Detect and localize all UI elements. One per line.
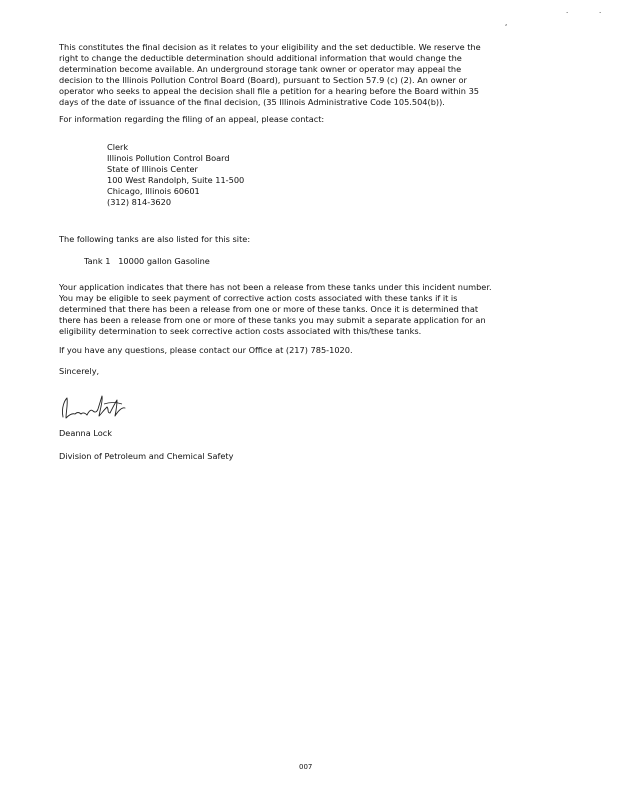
paragraph-line: days of the date of issuance of the final decision, (35 Illinois Administrative Code 105.504(b)). (59, 97, 445, 107)
decision-paragraph (59, 42, 551, 108)
paragraph-line: determination become available. An underground storage tank owner or operator may appeal the (59, 64, 462, 74)
paragraph-line: You may be eligible to seek payment of corrective action costs associated with these tanks if it is (59, 293, 458, 303)
questions-line: If you have any questions, please contact our Office at (217) 785-1020. (59, 345, 353, 355)
paragraph-line: operator who seeks to appeal the decision shall file a petition for a hearing before the Board within 35 (59, 86, 480, 96)
closing: Sincerely, (59, 366, 100, 376)
address-line: Illinois Pollution Control Board (107, 153, 230, 163)
division-name: Division of Petroleum and Chemical Safety (59, 451, 234, 461)
address-line: (312) 814-3620 (107, 197, 172, 207)
address-line: Chicago, Illinois 60601 (107, 186, 200, 196)
board-address (107, 142, 244, 208)
paragraph-line: This constitutes the final decision as it relates to your eligibility and the set deductible. We reserve the (59, 42, 481, 52)
paragraph-line: determined that there has been a release from one or more of these tanks. Once it is determined that (59, 304, 479, 314)
appeal-info: For information regarding the filing of an appeal, please contact: (59, 114, 325, 124)
address-line: 100 West Randolph, Suite 11-500 (107, 175, 245, 185)
corner-mark: · (599, 9, 602, 17)
page-number: 007 (299, 763, 313, 771)
paragraph-line: decision to the Illinois Pollution Control Board (Board), pursuant to Section 57.9 (c) (2). An owner or (59, 75, 467, 85)
corner-mark: , (505, 19, 508, 27)
address-line: Clerk (107, 142, 129, 152)
paragraph-line: eligibility determination to seek corrective action costs associated with this/these tanks. (59, 326, 422, 336)
tank-item: Tank 1 10000 gallon Gasoline (84, 256, 210, 266)
address-line: State of Illinois Center (107, 164, 198, 174)
paragraph-line: Your application indicates that there has not been a release from these tanks under this incident number. (59, 282, 492, 292)
tanks-intro: The following tanks are also listed for this site: (59, 234, 251, 244)
paragraph-line: right to change the deductible determination should additional information that would change the (59, 53, 462, 63)
signer-name: Deanna Lock (59, 428, 113, 438)
paragraph-line: there has been a release from one or more of these tanks you may submit a separate application for an (59, 315, 486, 325)
signature-image (60, 392, 132, 420)
corner-mark: · (566, 9, 569, 17)
release-paragraph (59, 282, 551, 337)
